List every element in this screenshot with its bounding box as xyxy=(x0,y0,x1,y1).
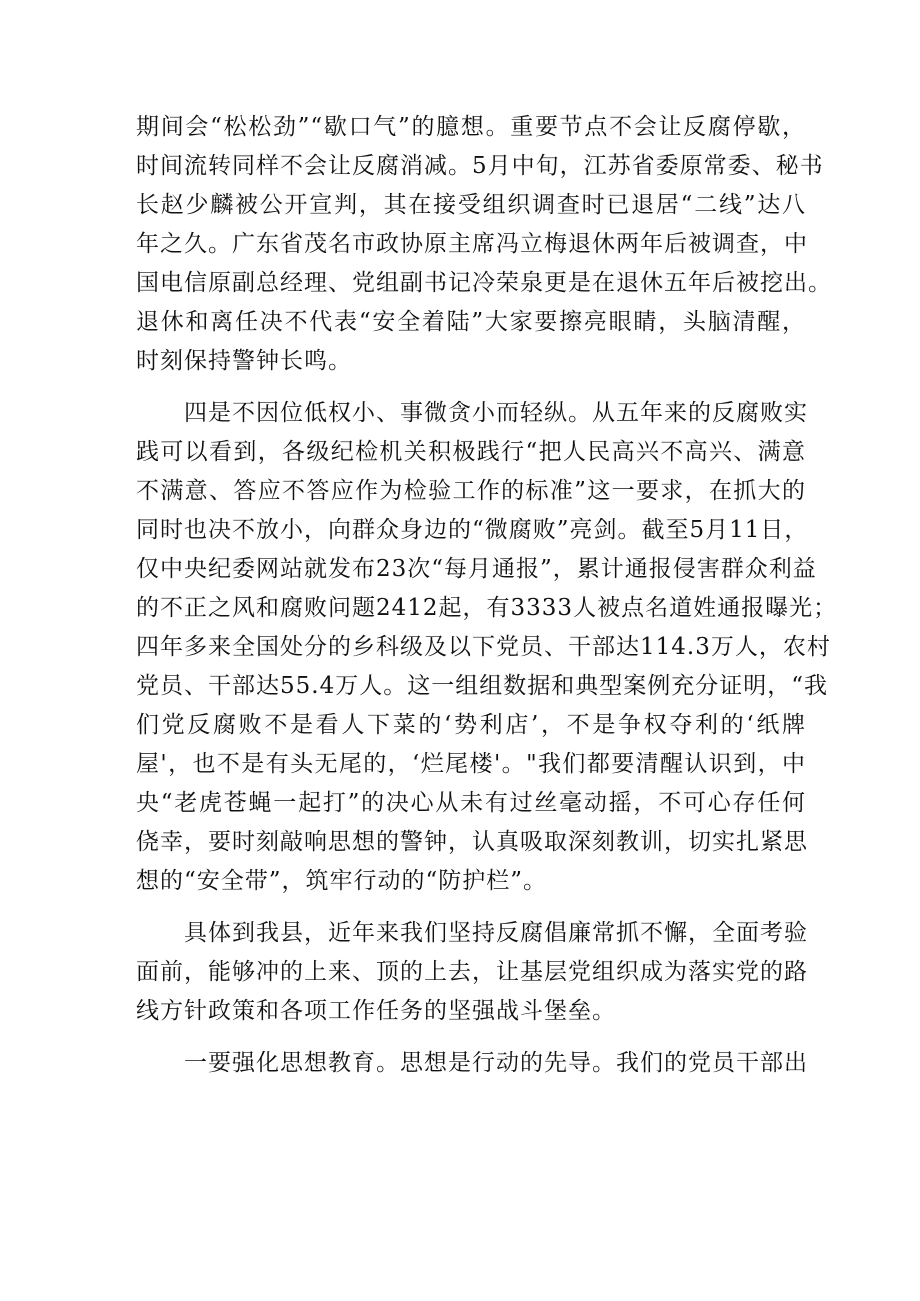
text-line: 退休和离任决不代表“安全着陆”大家要擦亮眼睛，头脑清醒， xyxy=(136,309,806,335)
paragraph-county xyxy=(136,914,806,1031)
text-line: 践可以看到，各级纪检机关积极践行“把人民高兴不高兴、满意 xyxy=(136,439,806,465)
document-page xyxy=(136,108,838,1083)
text-line: 时刻保持警钟长鸣。 xyxy=(136,348,352,374)
text-line: 想的“安全带”，筑牢行动的“防护栏”。 xyxy=(136,868,548,894)
text-line: 屋'，也不是有头无尾的，‘烂尾楼'。"我们都要清醒认识到，中 xyxy=(136,751,806,777)
paragraph-education xyxy=(136,1044,806,1083)
paragraph-retirement xyxy=(136,108,832,381)
text-line: 长赵少麟被公开宣判，其在接受组织调查时已退居“二线”达八 xyxy=(136,192,806,218)
text-line: 期间会“松松劲”“歇口气”的臆想。重要节点不会让反腐停歇， xyxy=(136,114,806,140)
text-line: 国电信原副总经理、党组副书记冷荣泉更是在退休五年后被挖出。 xyxy=(136,270,832,296)
text-line: 党员、干部达55.4万人。这一组组数据和典型案例充分证明，“我 xyxy=(136,673,828,699)
text-line: 一要强化思想教育。思想是行动的先导。我们的党员干部出 xyxy=(184,1050,808,1076)
text-line: 年之久。广东省茂名市政协原主席冯立梅退休两年后被调查，中 xyxy=(136,231,808,257)
text-line: 线方针政策和各项工作任务的坚强战斗堡垒。 xyxy=(136,998,616,1024)
text-line: 央“老虎苍蝇一起打”的决心从未有过丝毫动摇，不可心存任何 xyxy=(136,790,806,816)
text-line: 面前，能够冲的上来、顶的上去，让基层党组织成为落实党的路 xyxy=(136,959,808,985)
text-line: 的不正之风和腐败问题2412起，有3333人被点名道姓通报曝光； xyxy=(136,595,838,621)
text-line: 具体到我县，近年来我们坚持反腐倡廉常抓不懈，全面考验 xyxy=(184,920,808,946)
text-line: 侥幸，要时刻敲响思想的警钟，认真吸取深刻教训，切实扎紧思 xyxy=(136,829,808,855)
paragraph-micro-corruption xyxy=(136,394,838,901)
text-line: 四年多来全国处分的乡科级及以下党员、干部达114.3万人，农村 xyxy=(136,634,831,660)
text-line: 不满意、答应不答应作为检验工作的标准”这一要求，在抓大的 xyxy=(136,478,806,504)
text-line: 时间流转同样不会让反腐消减。5月中旬，江苏省委原常委、秘书 xyxy=(136,153,824,179)
text-line: 们党反腐败不是看人下菜的‘势利店’，不是争权夺利的‘纸牌 xyxy=(136,712,806,738)
text-line: 仅中央纪委网站就发布23次“每月通报”，累计通报侵害群众利益 xyxy=(136,556,817,582)
text-line: 四是不因位低权小、事微贪小而轻纵。从五年来的反腐败实 xyxy=(184,400,808,426)
text-line: 同时也决不放小，向群众身边的“微腐败”亮剑。截至5月11日， xyxy=(136,517,809,543)
